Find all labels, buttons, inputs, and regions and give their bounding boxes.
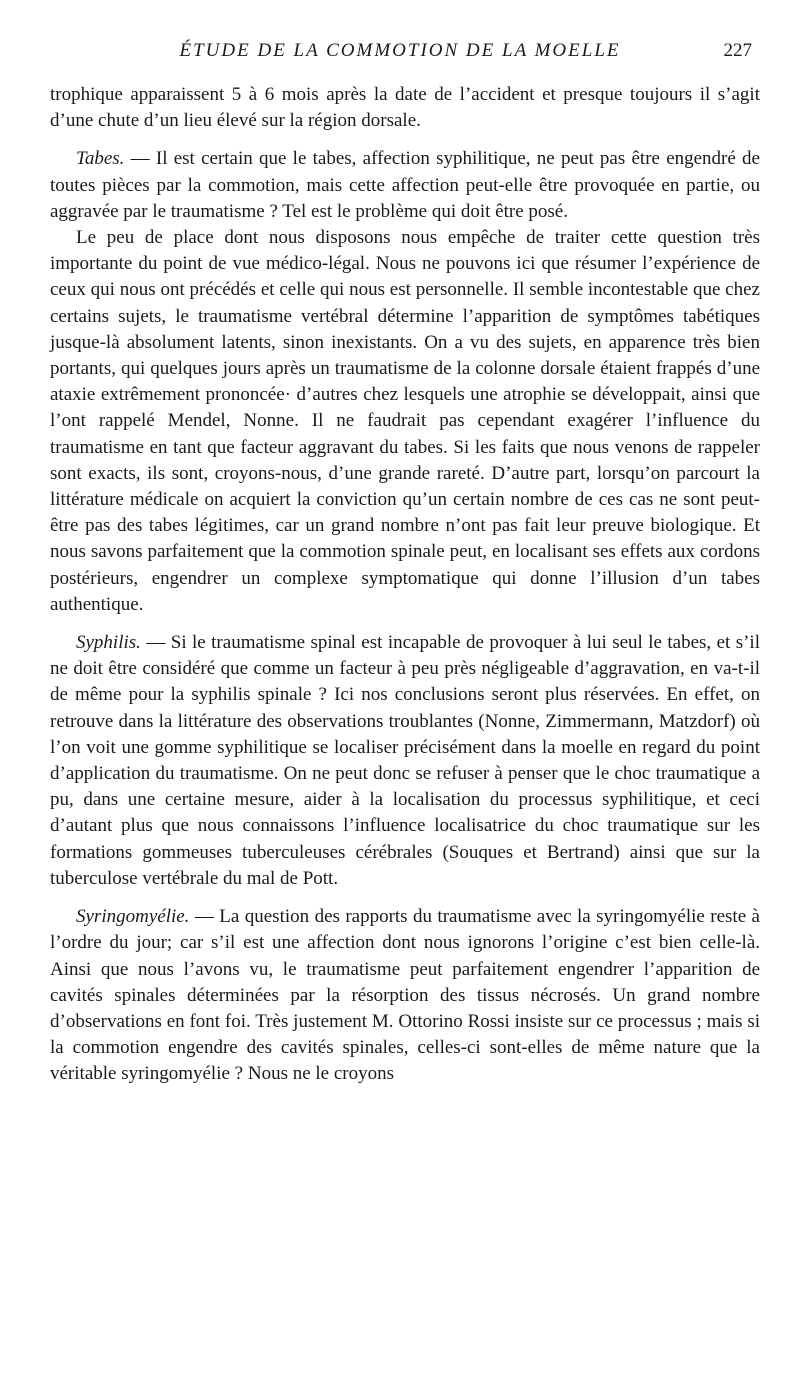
paragraph-continuation <box>50 82 760 134</box>
paragraph-text: trophique apparaissent 5 à 6 mois après la date de l’accident et presque toujours il s’agit d’une chute d’un lieu élevé sur la région dorsale. <box>50 84 760 132</box>
paragraph-text: — Il est certain que le tabes, affection syphilitique, ne peut pas être engendré de toutes pièces par la commotion, mais cette affection peut-elle être provoquée en partie, ou aggravée par le traumatisme ? Tel est le problème qui doit être posé. <box>50 148 760 222</box>
paragraph-syphilis <box>50 630 760 892</box>
page-header <box>0 40 800 68</box>
paragraph-syringomyelie <box>50 904 760 1087</box>
page-number: 227 <box>723 40 752 61</box>
running-title: ÉTUDE DE LA COMMOTION DE LA MOELLE <box>179 40 621 61</box>
paragraph-tabes-discussion <box>50 225 760 618</box>
section-lead-tabes: Tabes. <box>76 148 125 170</box>
section-lead-syphilis: Syphilis. <box>76 632 141 654</box>
body-text <box>50 82 760 1088</box>
paragraph-text: — La question des rapports du traumatisme avec la syringomyélie reste à l’ordre du jour; car s’il est une affection dont nous ignorons l’origine c’est bien celle-là. Ainsi que nous l’avons vu, le traumatisme peut parfaitement engendrer l’apparition de cavités spinales déterminées par la résorption des tissus nécrosés. Un grand nombre d’observations en font foi. Très justement M. Ottorino Rossi insiste sur ce processus ; mais si la commotion engendre des cavités spinales, celles-ci sont-elles de même nature que la véritable syringomyélie ? Nous ne le croyons <box>50 906 760 1085</box>
paragraph-tabes <box>50 146 760 225</box>
paragraph-text: Le peu de place dont nous disposons nous empêche de traiter cette question très importante du point de vue médico-légal. Nous ne pouvons ici que résumer l’expérience de ceux qui nous ont précédés et celle qui nous est personnelle. Il semble incontestable que chez certains sujets, le traumatisme vertébral détermine l’apparition de symptômes tabétiques jusque-là absolument latents, sinon inexistants. On a vu des sujets, en apparence très bien portants, qui quelques jours après un traumatisme de la colonne dorsale étaient frappés d’une ataxie extrêmement prononcée· d’autres chez lesquels une atrophie se développait, ainsi que l’ont rappelé Mendel, Nonne. Il ne faudrait pas cependant exagérer l’influence du traumatisme en tant que facteur aggravant du tabes. Si les faits que nous venons de rappeler sont exacts, ils sont, croyons-nous, d’une grande rareté. D’autre part, lorsqu’on parcourt la littérature médicale on acquiert la conviction qu’un certain nombre de ces cas ne sont peut-être pas des tabes légitimes, car un grand nombre n’ont pas fait leur preuve biologique. Et nous savons parfaitement que la commotion spinale peut, en localisant ses effets aux cordons postérieurs, engendrer un complexe symptomatique qui donne l’illusion d’un tabes authentique. <box>50 227 760 615</box>
paragraph-text: — Si le traumatisme spinal est incapable de provoquer à lui seul le tabes, et s’il ne doit être considéré que comme un facteur à peu près négligeable d’aggravation, en va-t-il de même pour la syphilis spinale ? Ici nos conclusions seront plus réservées. En effet, on retrouve dans la littérature des observations troublantes (Nonne, Zimmermann, Matzdorf) où l’on voit une gomme syphilitique se localiser précisément dans la moelle en regard du point d’application du traumatisme. On ne peut donc se refuser à penser que le choc traumatique a pu, dans une certaine mesure, aider à la localisation du processus syphilitique, et ceci d’autant plus que nous connaissons l’influence localisatrice du choc traumatique sur les formations gommeuses tuberculeuses cérébrales (Souques et Bertrand) ainsi que sur la tuberculose vertébrale du mal de Pott. <box>50 632 760 889</box>
section-lead-syringomyelie: Syringomyélie. <box>76 906 190 928</box>
